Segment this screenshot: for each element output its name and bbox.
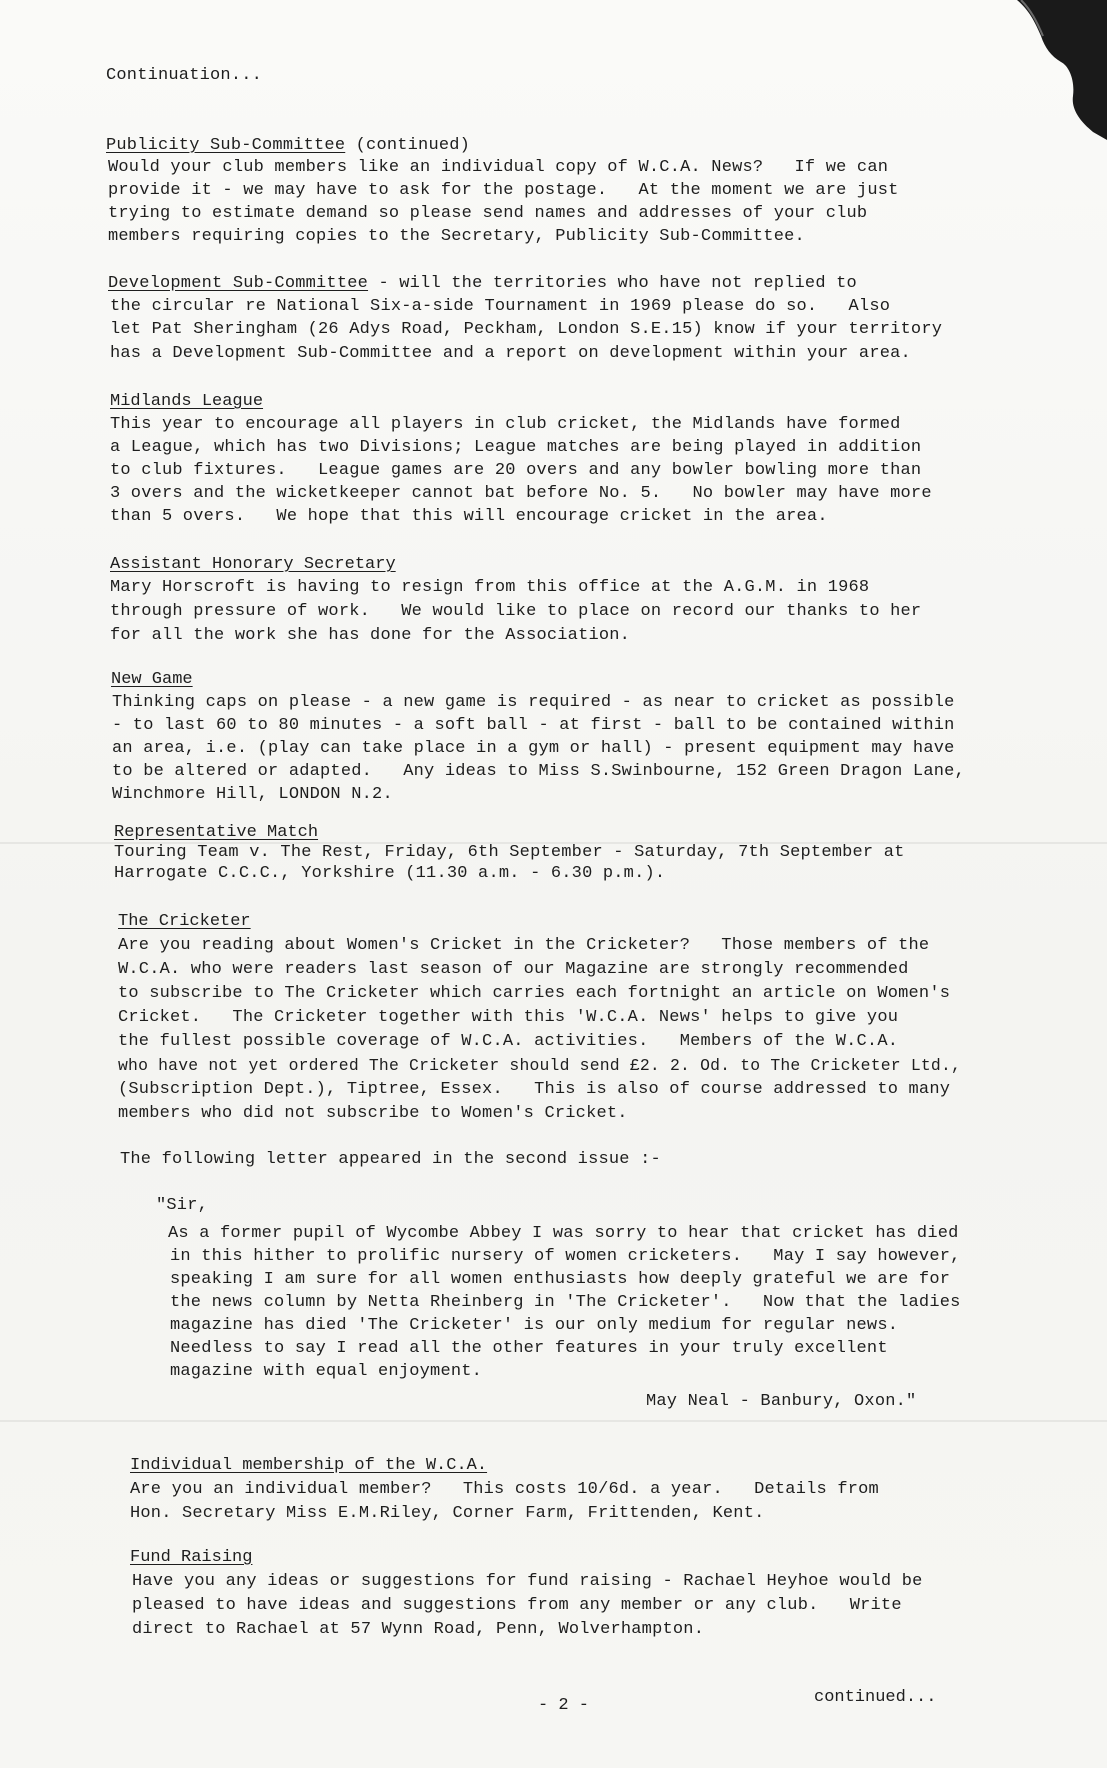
letter-line: speaking I am sure for all women enthusiasts how deeply grateful we are for — [170, 1270, 951, 1289]
section-heading: Representative Match — [114, 823, 319, 842]
body-line: Mary Horscroft is having to resign from this office at the A.G.M. in 1968 — [110, 578, 870, 597]
letter-line: magazine has died 'The Cricketer' is our only medium for regular news. — [170, 1316, 899, 1335]
letter-signature: May Neal - Banbury, Oxon." — [646, 1392, 917, 1411]
section-heading: Development Sub-Committee — [108, 274, 369, 293]
letter-line: As a former pupil of Wycombe Abbey I was sorry to hear that cricket has died — [168, 1224, 959, 1243]
section-heading: The Cricketer — [118, 912, 251, 931]
body-line: Are you reading about Women's Cricket in the Cricketer? Those members of the — [118, 936, 930, 955]
body-line: provide it - we may have to ask for the postage. At the moment we are just — [108, 181, 899, 200]
body-line: who have not yet ordered The Cricketer should send £2. 2. Od. to The Cricketer Ltd., — [118, 1056, 962, 1075]
body-line: Harrogate C.C.C., Yorkshire (11.30 a.m. - 6.30 p.m.). — [114, 864, 666, 883]
body-line: Would your club members like an individual copy of W.C.A. News? If we can — [108, 158, 889, 177]
body-line: through pressure of work. We would like to place on record our thanks to her — [110, 602, 922, 621]
section-heading: Publicity Sub-Committee — [106, 136, 346, 155]
section-heading: New Game — [111, 670, 193, 689]
section-development-heading-row — [108, 274, 857, 294]
body-line: trying to estimate demand so please send names and addresses of your club — [108, 204, 868, 223]
body-line: Thinking caps on please - a new game is required - as near to cricket as possible — [112, 693, 955, 712]
body-line: - to last 60 to 80 minutes - a soft ball - at first - ball to be contained within — [112, 716, 955, 735]
body-line: a League, which has two Divisions; League matches are being played in addition — [110, 438, 922, 457]
body-line: for all the work she has done for the Association. — [110, 626, 631, 645]
letter-line: Needless to say I read all the other features in your truly excellent — [170, 1339, 888, 1358]
body-line: W.C.A. who were readers last season of our Magazine are strongly recommended — [118, 960, 909, 979]
body-line: Are you an individual member? This costs 10/6d. a year. Details from — [130, 1480, 879, 1499]
body-line: members requiring copies to the Secretary, Publicity Sub-Committee. — [108, 227, 805, 246]
body-line: the circular re National Six-a-side Tournament in 1969 please do so. Also — [110, 297, 891, 316]
section-heading: Midlands League — [110, 392, 264, 411]
body-line: to subscribe to The Cricketer which carries each fortnight an article on Women's — [118, 984, 951, 1003]
body-line: direct to Rachael at 57 Wynn Road, Penn, Wolverhampton. — [132, 1620, 705, 1639]
body-line: 3 overs and the wicketkeeper cannot bat before No. 5. No bowler may have more — [110, 484, 932, 503]
continued-footer: continued... — [814, 1688, 937, 1707]
letter-line: magazine with equal enjoyment. — [170, 1362, 483, 1381]
body-line: members who did not subscribe to Women's Cricket. — [118, 1104, 628, 1123]
continuation-header: Continuation... — [106, 66, 263, 85]
paper-fold-line — [0, 1420, 1107, 1422]
body-line: to club fixtures. League games are 20 overs and any bowler bowling more than — [110, 461, 922, 480]
body-line: has a Development Sub-Committee and a report on development within your area. — [110, 344, 911, 363]
body-line: Cricket. The Cricketer together with this 'W.C.A. News' helps to give you — [118, 1008, 899, 1027]
body-line: Have you any ideas or suggestions for fund raising - Rachael Heyhoe would be — [132, 1572, 923, 1591]
body-line: Hon. Secretary Miss E.M.Riley, Corner Farm, Frittenden, Kent. — [130, 1504, 765, 1523]
body-line: the fullest possible coverage of W.C.A. activities. Members of the W.C.A. — [118, 1032, 899, 1051]
heading-suffix: (continued) — [345, 136, 471, 155]
body-line: This year to encourage all players in club cricket, the Midlands have formed — [110, 415, 901, 434]
section-heading: Individual membership of the W.C.A. — [130, 1456, 488, 1475]
body-line: an area, i.e. (play can take place in a gym or hall) - present equipment may have — [112, 739, 955, 758]
letter-intro: The following letter appeared in the second issue :- — [120, 1150, 661, 1169]
body-line: than 5 overs. We hope that this will encourage cricket in the area. — [110, 507, 828, 526]
body-line: pleased to have ideas and suggestions from any member or any club. Write — [132, 1596, 902, 1615]
body-line: let Pat Sheringham (26 Adys Road, Peckham, London S.E.15) know if your territory — [110, 320, 943, 339]
body-line: to be altered or adapted. Any ideas to Miss S.Swinbourne, 152 Green Dragon Lane, — [112, 762, 965, 781]
letter-line: in this hither to prolific nursery of women cricketers. May I say however, — [170, 1247, 961, 1266]
section-publicity-heading-row — [106, 136, 470, 156]
heading-suffix: - will the territories who have not replied to — [368, 274, 857, 293]
body-line: (Subscription Dept.), Tiptree, Essex. This is also of course addressed to many — [118, 1080, 951, 1099]
letter-salutation: "Sir, — [156, 1196, 209, 1215]
section-heading: Fund Raising — [130, 1548, 253, 1567]
page-number: - 2 - — [538, 1696, 590, 1715]
section-heading: Assistant Honorary Secretary — [110, 555, 396, 574]
letter-line: the news column by Netta Rheinberg in 'The Cricketer'. Now that the ladies — [170, 1293, 961, 1312]
body-line: Winchmore Hill, LONDON N.2. — [112, 785, 393, 804]
torn-corner-graphic — [957, 0, 1107, 140]
body-line: Touring Team v. The Rest, Friday, 6th September - Saturday, 7th September at — [114, 843, 905, 862]
